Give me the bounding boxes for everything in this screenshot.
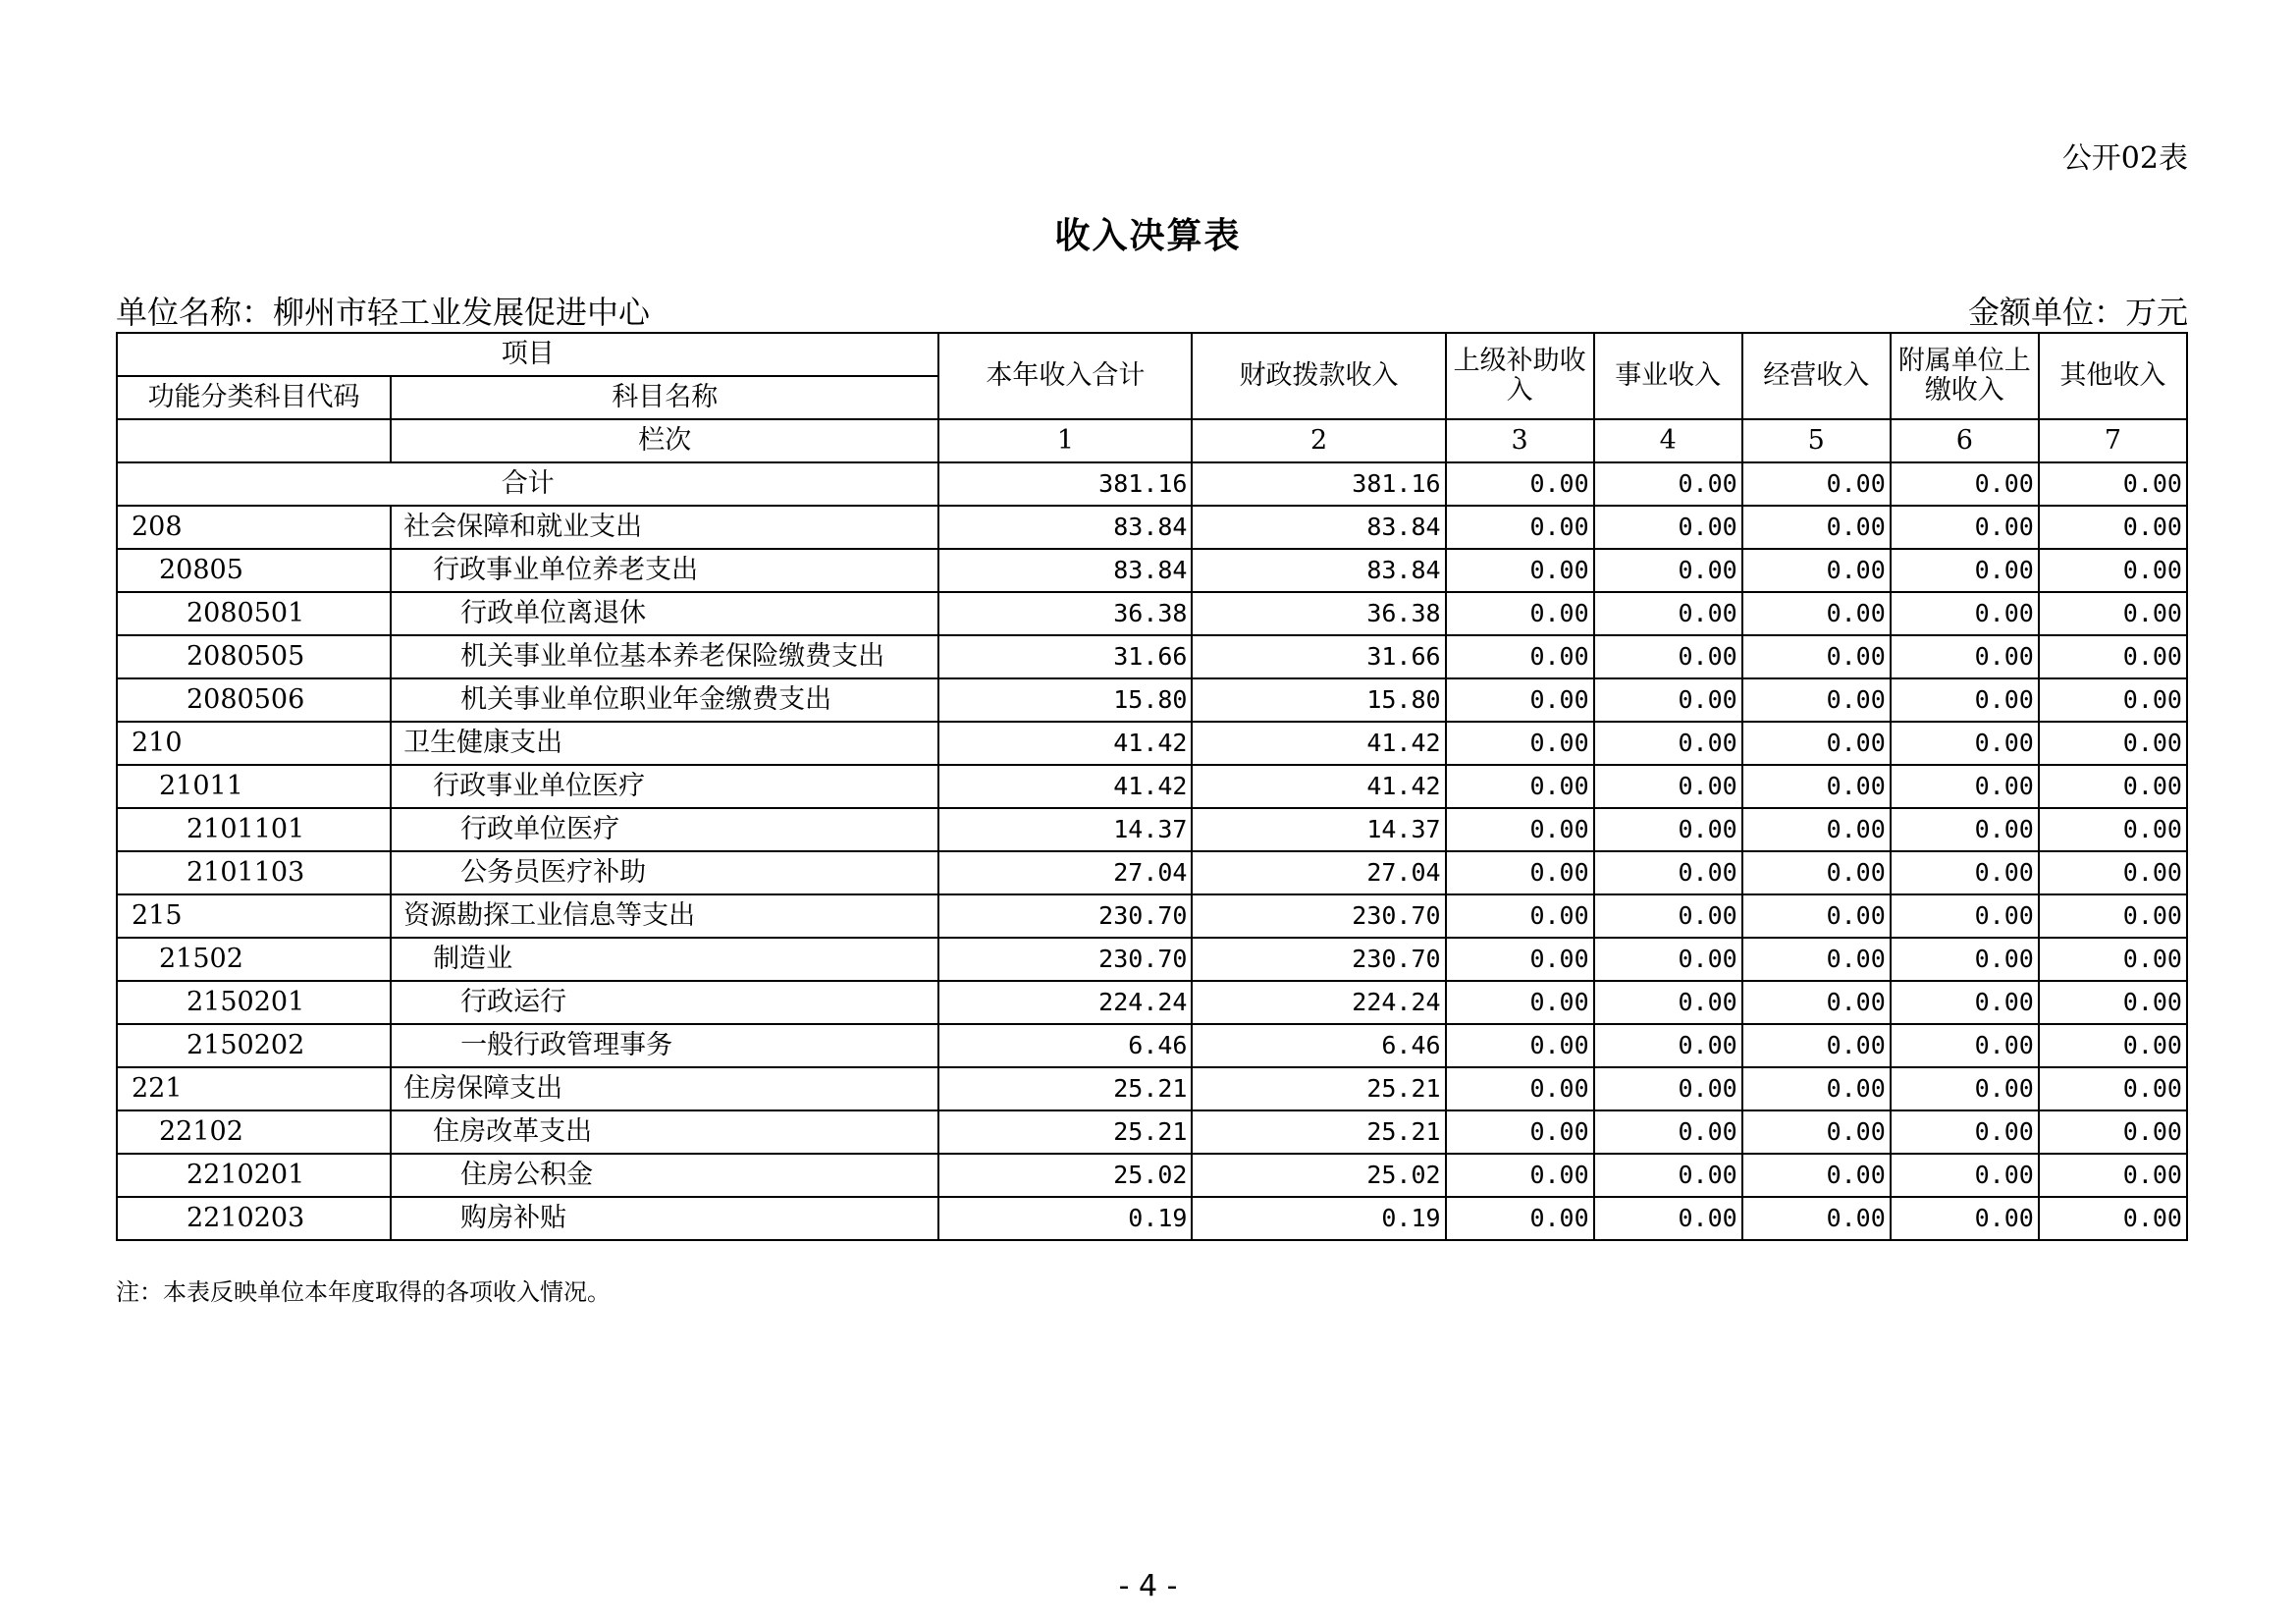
- row-value: 0.00: [2039, 1024, 2187, 1067]
- row-name: 住房保障支出: [391, 1067, 938, 1110]
- row-value: 230.70: [938, 938, 1192, 981]
- table-row: [117, 1154, 2187, 1197]
- row-value: 25.21: [938, 1067, 1192, 1110]
- row-value: 0.00: [2039, 722, 2187, 765]
- column-number: 4: [1594, 419, 1742, 462]
- row-value: 0.00: [2039, 894, 2187, 938]
- row-value: 0.00: [1594, 592, 1742, 635]
- header-col-5: 经营收入: [1742, 333, 1891, 419]
- row-value: 0.00: [2039, 851, 2187, 894]
- column-number: 2: [1192, 419, 1445, 462]
- row-value: 0.00: [1891, 506, 2039, 549]
- row-value: 0.00: [1891, 1110, 2039, 1154]
- row-value: 0.00: [2039, 1067, 2187, 1110]
- row-code: 2080501: [117, 592, 391, 635]
- table-row: [117, 506, 2187, 549]
- row-value: 0.00: [1891, 549, 2039, 592]
- row-value: 36.38: [1192, 592, 1445, 635]
- row-code: 208: [117, 506, 391, 549]
- row-name: 行政事业单位医疗: [391, 765, 938, 808]
- row-value: 0.00: [1446, 894, 1594, 938]
- row-value: 41.42: [938, 765, 1192, 808]
- column-number: 3: [1446, 419, 1594, 462]
- row-value: 41.42: [1192, 722, 1445, 765]
- row-value: 0.00: [1742, 938, 1891, 981]
- row-value: 0.00: [1446, 1197, 1594, 1240]
- row-code: 2101103: [117, 851, 391, 894]
- row-value: 0.00: [2039, 506, 2187, 549]
- table-row: [117, 981, 2187, 1024]
- table-row: [117, 549, 2187, 592]
- header-col-3: 上级补助收入: [1446, 333, 1594, 419]
- total-value: 0.00: [2039, 462, 2187, 506]
- table-row: [117, 678, 2187, 722]
- row-value: 15.80: [938, 678, 1192, 722]
- total-value: 0.00: [1742, 462, 1891, 506]
- row-value: 0.00: [1594, 549, 1742, 592]
- row-name: 行政运行: [391, 981, 938, 1024]
- row-value: 0.00: [1446, 938, 1594, 981]
- row-value: 0.00: [1446, 592, 1594, 635]
- total-value: 381.16: [938, 462, 1192, 506]
- row-value: 0.00: [1742, 1110, 1891, 1154]
- row-value: 0.00: [2039, 1197, 2187, 1240]
- table-row: [117, 938, 2187, 981]
- row-value: 0.00: [1446, 851, 1594, 894]
- row-value: 0.00: [1446, 678, 1594, 722]
- row-value: 0.00: [1891, 1067, 2039, 1110]
- table-row: [117, 1197, 2187, 1240]
- row-name: 购房补贴: [391, 1197, 938, 1240]
- row-code: 22102: [117, 1110, 391, 1154]
- column-number: 6: [1891, 419, 2039, 462]
- table-row: [117, 851, 2187, 894]
- page-title: 收入决算表: [1054, 215, 1242, 256]
- column-number: 5: [1742, 419, 1891, 462]
- column-index-blank: [117, 419, 391, 462]
- row-value: 0.00: [2039, 1110, 2187, 1154]
- row-code: 221: [117, 1067, 391, 1110]
- row-value: 0.00: [1742, 635, 1891, 678]
- row-value: 36.38: [938, 592, 1192, 635]
- row-code: 215: [117, 894, 391, 938]
- row-name: 行政单位医疗: [391, 808, 938, 851]
- row-name: 公务员医疗补助: [391, 851, 938, 894]
- row-value: 0.00: [1446, 1154, 1594, 1197]
- row-name: 行政单位离退休: [391, 592, 938, 635]
- row-code: 2080505: [117, 635, 391, 678]
- table-row: [117, 635, 2187, 678]
- row-value: 0.00: [1446, 635, 1594, 678]
- form-number: 公开02表: [2061, 141, 2188, 176]
- row-value: 0.00: [1742, 981, 1891, 1024]
- row-code: 2210201: [117, 1154, 391, 1197]
- column-number: 1: [938, 419, 1192, 462]
- row-value: 0.00: [1742, 765, 1891, 808]
- row-value: 230.70: [1192, 894, 1445, 938]
- row-value: 0.00: [1594, 981, 1742, 1024]
- row-name: 一般行政管理事务: [391, 1024, 938, 1067]
- page-number: - 4 -: [1118, 1569, 1178, 1603]
- row-value: 230.70: [1192, 938, 1445, 981]
- row-name: 住房公积金: [391, 1154, 938, 1197]
- row-value: 0.00: [1891, 808, 2039, 851]
- row-value: 0.00: [1594, 938, 1742, 981]
- row-value: 14.37: [1192, 808, 1445, 851]
- row-value: 0.00: [1446, 1067, 1594, 1110]
- row-value: 0.00: [1742, 894, 1891, 938]
- row-value: 0.00: [2039, 635, 2187, 678]
- total-value: 0.00: [1891, 462, 2039, 506]
- row-value: 0.00: [1446, 506, 1594, 549]
- row-value: 0.00: [1594, 808, 1742, 851]
- row-value: 0.00: [1891, 938, 2039, 981]
- row-code: 21502: [117, 938, 391, 981]
- row-value: 6.46: [938, 1024, 1192, 1067]
- total-label: 合计: [117, 462, 938, 506]
- header-col-1: 本年收入合计: [938, 333, 1192, 419]
- row-value: 31.66: [1192, 635, 1445, 678]
- row-value: 31.66: [938, 635, 1192, 678]
- row-value: 0.00: [1594, 1067, 1742, 1110]
- row-value: 0.00: [1446, 1024, 1594, 1067]
- row-name: 住房改革支出: [391, 1110, 938, 1154]
- row-value: 0.00: [1594, 635, 1742, 678]
- row-value: 0.00: [1742, 851, 1891, 894]
- row-value: 0.00: [1742, 506, 1891, 549]
- column-index-label: 栏次: [391, 419, 938, 462]
- unit-name: 单位名称：柳州市轻工业发展促进中心: [116, 294, 651, 331]
- row-value: 0.00: [1891, 678, 2039, 722]
- row-code: 2210203: [117, 1197, 391, 1240]
- row-name: 行政事业单位养老支出: [391, 549, 938, 592]
- row-value: 83.84: [1192, 506, 1445, 549]
- row-value: 25.21: [1192, 1110, 1445, 1154]
- row-value: 0.00: [2039, 808, 2187, 851]
- row-code: 2150201: [117, 981, 391, 1024]
- row-value: 0.00: [1742, 808, 1891, 851]
- row-value: 25.21: [1192, 1067, 1445, 1110]
- row-value: 0.00: [1446, 722, 1594, 765]
- row-value: 25.21: [938, 1110, 1192, 1154]
- row-code: 20805: [117, 549, 391, 592]
- column-number: 7: [2039, 419, 2187, 462]
- row-value: 83.84: [938, 506, 1192, 549]
- row-value: 25.02: [1192, 1154, 1445, 1197]
- row-code: 2101101: [117, 808, 391, 851]
- column-index-row: [117, 419, 2187, 462]
- row-value: 0.00: [2039, 678, 2187, 722]
- row-value: 0.00: [1594, 1024, 1742, 1067]
- row-code: 21011: [117, 765, 391, 808]
- row-name: 机关事业单位职业年金缴费支出: [391, 678, 938, 722]
- table-row: [117, 765, 2187, 808]
- row-value: 0.00: [1446, 1110, 1594, 1154]
- row-value: 41.42: [938, 722, 1192, 765]
- table-row: [117, 1024, 2187, 1067]
- row-value: 230.70: [938, 894, 1192, 938]
- income-statement-table: [116, 332, 2188, 1241]
- header-col-7: 其他收入: [2039, 333, 2187, 419]
- row-value: 0.00: [1594, 765, 1742, 808]
- row-value: 25.02: [938, 1154, 1192, 1197]
- row-value: 0.00: [1891, 1197, 2039, 1240]
- row-name: 制造业: [391, 938, 938, 981]
- total-row: [117, 462, 2187, 506]
- row-value: 0.00: [1742, 678, 1891, 722]
- row-value: 15.80: [1192, 678, 1445, 722]
- row-value: 0.00: [2039, 938, 2187, 981]
- total-value: 0.00: [1594, 462, 1742, 506]
- row-value: 0.00: [1742, 1067, 1891, 1110]
- row-code: 2150202: [117, 1024, 391, 1067]
- row-value: 0.00: [1891, 851, 2039, 894]
- header-item: 项目: [117, 333, 938, 376]
- header-code: 功能分类科目代码: [117, 376, 391, 419]
- row-value: 224.24: [938, 981, 1192, 1024]
- amount-unit: 金额单位：万元: [1967, 294, 2188, 331]
- row-value: 0.00: [1742, 1197, 1891, 1240]
- row-value: 224.24: [1192, 981, 1445, 1024]
- row-value: 0.00: [1594, 1197, 1742, 1240]
- row-value: 0.00: [1742, 1154, 1891, 1197]
- row-value: 0.00: [1446, 765, 1594, 808]
- row-name: 机关事业单位基本养老保险缴费支出: [391, 635, 938, 678]
- row-value: 0.00: [1446, 549, 1594, 592]
- row-value: 0.00: [2039, 592, 2187, 635]
- row-value: 0.00: [1742, 1024, 1891, 1067]
- row-value: 0.00: [1446, 808, 1594, 851]
- total-value: 381.16: [1192, 462, 1445, 506]
- row-value: 27.04: [1192, 851, 1445, 894]
- row-value: 83.84: [1192, 549, 1445, 592]
- table-row: [117, 894, 2187, 938]
- row-value: 27.04: [938, 851, 1192, 894]
- row-value: 0.00: [1891, 722, 2039, 765]
- header-row-1: [117, 333, 2187, 376]
- row-value: 0.00: [1594, 722, 1742, 765]
- row-value: 0.00: [2039, 1154, 2187, 1197]
- header-name: 科目名称: [391, 376, 938, 419]
- row-value: 0.00: [1594, 1154, 1742, 1197]
- row-value: 83.84: [938, 549, 1192, 592]
- row-value: 0.00: [1594, 678, 1742, 722]
- row-value: 0.00: [1891, 894, 2039, 938]
- table-row: [117, 592, 2187, 635]
- table-row: [117, 1067, 2187, 1110]
- row-value: 0.00: [1594, 506, 1742, 549]
- row-value: 0.00: [1594, 851, 1742, 894]
- total-value: 0.00: [1446, 462, 1594, 506]
- header-col-6: 附属单位上缴收入: [1891, 333, 2039, 419]
- row-value: 0.00: [2039, 549, 2187, 592]
- row-name: 卫生健康支出: [391, 722, 938, 765]
- row-name: 资源勘探工业信息等支出: [391, 894, 938, 938]
- row-value: 0.00: [1891, 635, 2039, 678]
- row-value: 0.00: [1891, 981, 2039, 1024]
- row-code: 2080506: [117, 678, 391, 722]
- row-value: 0.00: [1891, 1154, 2039, 1197]
- row-value: 0.00: [1891, 765, 2039, 808]
- row-name: 社会保障和就业支出: [391, 506, 938, 549]
- row-value: 0.00: [1891, 592, 2039, 635]
- table-row: [117, 808, 2187, 851]
- row-code: 210: [117, 722, 391, 765]
- row-value: 0.00: [1742, 549, 1891, 592]
- row-value: 0.00: [1742, 722, 1891, 765]
- header-col-4: 事业收入: [1594, 333, 1742, 419]
- row-value: 0.00: [1594, 1110, 1742, 1154]
- row-value: 0.00: [1446, 981, 1594, 1024]
- row-value: 0.19: [938, 1197, 1192, 1240]
- row-value: 14.37: [938, 808, 1192, 851]
- table-row: [117, 722, 2187, 765]
- row-value: 6.46: [1192, 1024, 1445, 1067]
- header-col-2: 财政拨款收入: [1192, 333, 1445, 419]
- row-value: 0.19: [1192, 1197, 1445, 1240]
- row-value: 0.00: [2039, 981, 2187, 1024]
- table-note: 注：本表反映单位本年度取得的各项收入情况。: [116, 1278, 611, 1306]
- table-row: [117, 1110, 2187, 1154]
- row-value: 0.00: [1594, 894, 1742, 938]
- row-value: 0.00: [2039, 765, 2187, 808]
- row-value: 41.42: [1192, 765, 1445, 808]
- row-value: 0.00: [1891, 1024, 2039, 1067]
- row-value: 0.00: [1742, 592, 1891, 635]
